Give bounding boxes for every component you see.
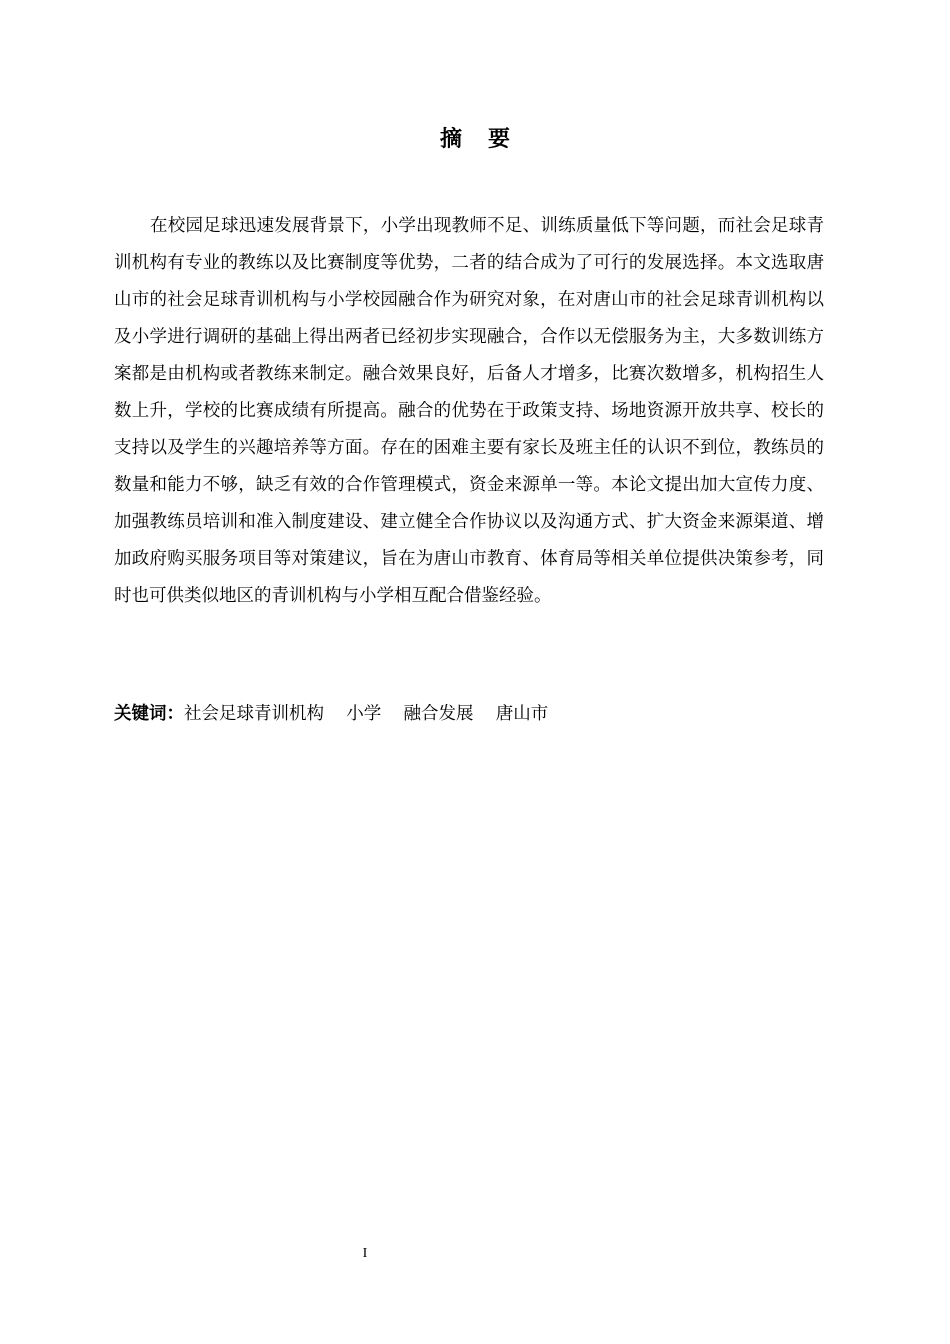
page-title: 摘要 [439, 127, 536, 152]
keyword-item: 社会足球青训机构 [184, 704, 324, 724]
abstract-paragraph: 在校园足球迅速发展背景下，小学出现教师不足、训练质量低下等问题，而社会足球青训机构有专业的教练以及比赛制度等优势，二者的结合成为了可行的发展选择。本文选取唐山市的社会足球青训机构与小学校园融合作为研究对象，在对唐山市的社会足球青训机构以及小学进行调研的基础上得出两者已经初步实现融合，合作以无偿服务为主，大多数训练方案都是由机构或者教练来制定。融合效果良好，后备人才增多，比赛次数增多，机构招生人数上升，学校的比赛成绩有所提高。融合的优势在于政策支持、场地资源开放共享、校长的支持以及学生的兴趣培养等方面。存在的困难主要有家长及班主任的认识不到位，教练员的数量和能力不够，缺乏有效的合作管理模式，资金来源单一等。本论文提出加大宣传力度、加强教练员培训和准入制度建设、建立健全合作协议以及沟通方式、扩大资金来源渠道、增加政府购买服务项目等对策建议，旨在为唐山市教育、体育局等相关单位提供决策参考，同时也可供类似地区的青训机构与小学相互配合借鉴经验。 [114, 216, 824, 606]
keywords-line [114, 698, 834, 730]
keyword-item: 融合发展 [403, 704, 474, 724]
page-number: I [362, 1246, 368, 1261]
keyword-item: 小学 [346, 704, 382, 724]
keywords-label: 关键词： [114, 704, 184, 724]
keyword-item: 唐山市 [495, 704, 549, 724]
